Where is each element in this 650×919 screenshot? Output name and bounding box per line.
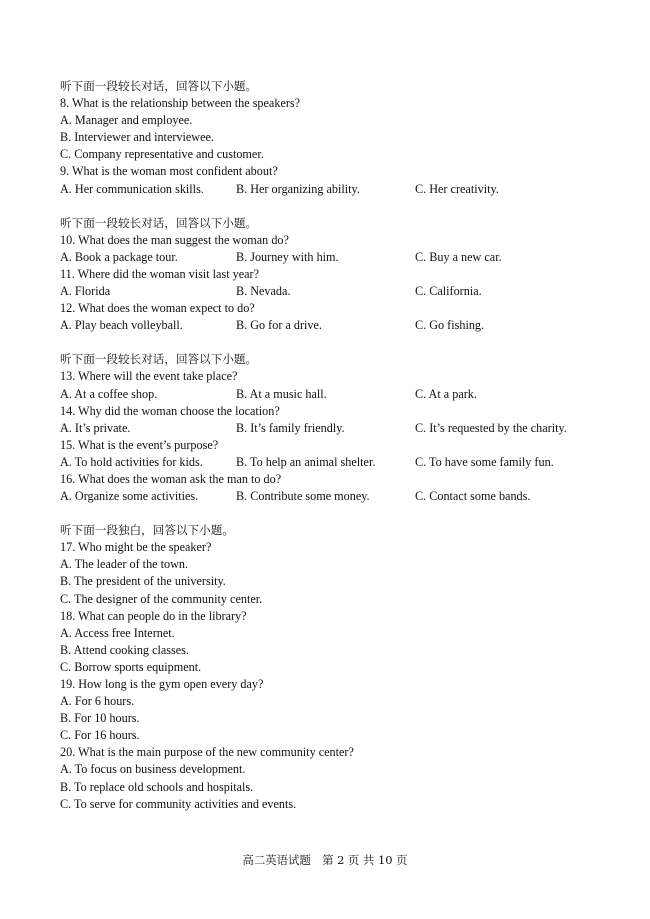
option-20-b: B. To replace old schools and hospitals. bbox=[60, 779, 254, 794]
option-12-c: C. Go fishing. bbox=[415, 318, 485, 333]
options-row-12 bbox=[60, 317, 620, 334]
question-8: 8. What is the relationship between the speakers? bbox=[60, 96, 301, 111]
option-19-b: B. For 10 hours. bbox=[60, 711, 140, 726]
options-row-16 bbox=[60, 488, 620, 505]
option-12-a: A. Play beach volleyball. bbox=[60, 318, 183, 333]
exam-page bbox=[60, 78, 620, 830]
options-row-14 bbox=[60, 420, 620, 437]
option-16-b: B. Contribute some money. bbox=[236, 489, 370, 504]
option-9-a: A. Her communication skills. bbox=[60, 181, 204, 196]
option-15-c: C. To have some family fun. bbox=[415, 454, 554, 469]
option-20-c: C. To serve for community activities and events. bbox=[60, 796, 297, 811]
options-row-11 bbox=[60, 283, 620, 300]
option-11-a: A. Florida bbox=[60, 284, 111, 299]
option-13-c: C. At a park. bbox=[415, 386, 477, 401]
option-14-b: B. It’s family friendly. bbox=[236, 420, 345, 435]
option-17-b: B. The president of the university. bbox=[60, 574, 226, 589]
options-row-10 bbox=[60, 249, 620, 266]
section-heading: 听下面一段较长对话，回答以下小题。 bbox=[60, 79, 258, 93]
question-18: 18. What can people do in the library? bbox=[60, 608, 247, 623]
question-15: 15. What is the event’s purpose? bbox=[60, 437, 219, 452]
option-13-b: B. At a music hall. bbox=[236, 386, 327, 401]
option-16-a: A. Organize some activities. bbox=[60, 489, 199, 504]
option-16-c: C. Contact some bands. bbox=[415, 489, 531, 504]
option-18-a: A. Access free Internet. bbox=[60, 625, 175, 640]
question-9: 9. What is the woman most confident about? bbox=[60, 164, 278, 179]
option-20-a: A. To focus on business development. bbox=[60, 762, 246, 777]
question-14: 14. Why did the woman choose the location? bbox=[60, 403, 280, 418]
section-heading: 听下面一段较长对话，回答以下小题。 bbox=[60, 215, 258, 230]
question-10: 10. What does the man suggest the woman do? bbox=[60, 232, 289, 247]
question-16: 16. What does the woman ask the man to do? bbox=[60, 471, 282, 486]
option-14-a: A. It’s private. bbox=[60, 420, 131, 435]
option-8-b: B. Interviewer and interviewee. bbox=[60, 130, 214, 145]
option-9-c: C. Her creativity. bbox=[415, 181, 499, 196]
option-19-c: C. For 16 hours. bbox=[60, 728, 140, 743]
option-8-c: C. Company representative and customer. bbox=[60, 147, 264, 162]
options-row-13 bbox=[60, 386, 620, 403]
section-4 bbox=[60, 522, 620, 813]
option-15-b: B. To help an animal shelter. bbox=[236, 454, 376, 469]
option-8-a: A. Manager and employee. bbox=[60, 113, 193, 128]
option-12-b: B. Go for a drive. bbox=[236, 318, 322, 333]
question-17: 17. Who might be the speaker? bbox=[60, 540, 212, 555]
option-10-c: C. Buy a new car. bbox=[415, 249, 502, 264]
option-11-c: C. California. bbox=[415, 284, 482, 299]
question-11: 11. Where did the woman visit last year? bbox=[60, 266, 260, 281]
option-10-a: A. Book a package tour. bbox=[60, 249, 178, 264]
option-18-b: B. Attend cooking classes. bbox=[60, 642, 189, 657]
section-2 bbox=[60, 215, 620, 335]
option-10-b: B. Journey with him. bbox=[236, 249, 339, 264]
option-9-b: B. Her organizing ability. bbox=[236, 181, 360, 196]
section-3 bbox=[60, 351, 620, 505]
page-footer: 高二英语试题 第 2 页 共 10 页 bbox=[242, 853, 408, 867]
option-17-a: A. The leader of the town. bbox=[60, 557, 189, 572]
options-row-9 bbox=[60, 181, 620, 198]
option-15-a: A. To hold activities for kids. bbox=[60, 454, 203, 469]
question-13: 13. Where will the event take place? bbox=[60, 369, 238, 384]
section-1 bbox=[60, 78, 620, 198]
option-18-c: C. Borrow sports equipment. bbox=[60, 659, 202, 674]
option-17-c: C. The designer of the community center. bbox=[60, 591, 263, 606]
question-20: 20. What is the main purpose of the new community center? bbox=[60, 745, 354, 760]
option-19-a: A. For 6 hours. bbox=[60, 694, 135, 709]
option-11-b: B. Nevada. bbox=[236, 284, 291, 299]
option-14-c: C. It’s requested by the charity. bbox=[415, 420, 567, 435]
option-13-a: A. At a coffee shop. bbox=[60, 386, 158, 401]
options-row-15 bbox=[60, 454, 620, 471]
section-heading: 听下面一段独白，回答以下小题。 bbox=[60, 523, 234, 538]
section-heading: 听下面一段较长对话，回答以下小题。 bbox=[60, 352, 258, 367]
question-19: 19. How long is the gym open every day? bbox=[60, 677, 264, 691]
question-12: 12. What does the woman expect to do? bbox=[60, 301, 255, 316]
